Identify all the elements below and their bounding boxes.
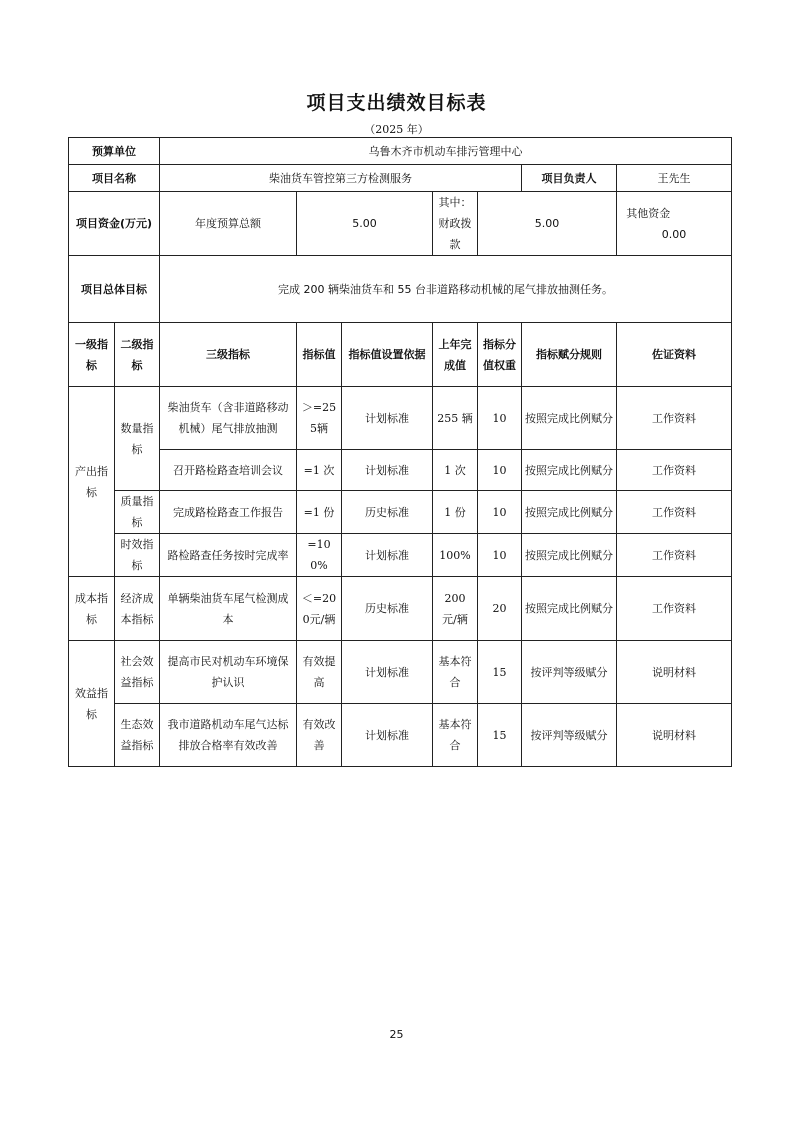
subgroup-quality: 质量指标 <box>115 491 160 534</box>
indicator-name: 提高市民对机动车环境保护认识 <box>160 641 297 704</box>
indicator-basis: 历史标准 <box>342 491 433 534</box>
subgroup-ecological: 生态效益指标 <box>115 704 160 767</box>
indicator-last-year: 1 次 <box>433 450 478 491</box>
indicator-evidence: 工作资料 <box>617 577 732 641</box>
table-row <box>69 387 732 450</box>
header-level2: 二级指标 <box>115 323 160 387</box>
group-cost: 成本指标 <box>69 577 115 641</box>
overall-goal-value: 完成 200 辆柴油货车和 55 台非道路移动机械的尾气排放抽测任务。 <box>160 256 732 323</box>
indicator-weight: 10 <box>478 534 522 577</box>
header-value-basis: 指标值设置依据 <box>342 323 433 387</box>
indicator-rule: 按照完成比例赋分 <box>522 534 617 577</box>
indicator-value: ＞=255辆 <box>297 387 342 450</box>
indicator-rule: 按照完成比例赋分 <box>522 387 617 450</box>
budget-unit-row <box>69 138 732 165</box>
subgroup-social: 社会效益指标 <box>115 641 160 704</box>
indicator-rule: 按评判等级赋分 <box>522 641 617 704</box>
indicator-value: 有效提高 <box>297 641 342 704</box>
table-row <box>69 534 732 577</box>
project-name-row <box>69 165 732 192</box>
header-last-year: 上年完成值 <box>433 323 478 387</box>
project-funds-label: 项目资金(万元) <box>69 192 160 256</box>
table-row <box>69 577 732 641</box>
project-name-value: 柴油货车管控第三方检测服务 <box>160 165 522 192</box>
subgroup-quantity: 数量指标 <box>115 387 160 491</box>
indicator-basis: 计划标准 <box>342 387 433 450</box>
indicator-evidence: 说明材料 <box>617 704 732 767</box>
table-row <box>69 704 732 767</box>
fiscal-allocation-label: 其中：财政拨款 <box>433 192 478 256</box>
header-weight: 指标分值权重 <box>478 323 522 387</box>
indicator-weight: 10 <box>478 491 522 534</box>
indicator-name: 我市道路机动车尾气达标排放合格率有效改善 <box>160 704 297 767</box>
indicator-basis: 计划标准 <box>342 450 433 491</box>
header-level3: 三级指标 <box>160 323 297 387</box>
indicator-name: 柴油货车（含非道路移动机械）尾气排放抽测 <box>160 387 297 450</box>
fiscal-allocation-value: 5.00 <box>478 192 617 256</box>
indicator-basis: 计划标准 <box>342 704 433 767</box>
indicator-weight: 10 <box>478 450 522 491</box>
other-funds-value: 0.00 <box>661 227 687 241</box>
header-target-value: 指标值 <box>297 323 342 387</box>
overall-goal-label: 项目总体目标 <box>69 256 160 323</box>
indicator-last-year: 100% <box>433 534 478 577</box>
page-number: 25 <box>389 1028 404 1041</box>
header-level1: 一级指标 <box>69 323 115 387</box>
project-owner-value: 王先生 <box>617 165 732 192</box>
indicator-weight: 15 <box>478 704 522 767</box>
indicator-name: 路检路查任务按时完成率 <box>160 534 297 577</box>
table-row <box>69 641 732 704</box>
annual-budget-label: 年度预算总额 <box>160 192 297 256</box>
indicator-evidence: 工作资料 <box>617 450 732 491</box>
indicator-name: 完成路检路查工作报告 <box>160 491 297 534</box>
indicator-value: ＜=200元/辆 <box>297 577 342 641</box>
indicator-last-year: 1 份 <box>433 491 478 534</box>
annual-budget-value: 5.00 <box>297 192 433 256</box>
indicator-last-year: 255 辆 <box>433 387 478 450</box>
group-benefit: 效益指标 <box>69 641 115 767</box>
indicator-header-row <box>69 323 732 387</box>
year-label: （2025 年） <box>364 123 429 136</box>
indicator-evidence: 工作资料 <box>617 387 732 450</box>
indicator-evidence: 工作资料 <box>617 491 732 534</box>
table-row <box>69 450 732 491</box>
performance-target-table <box>68 137 732 767</box>
group-output: 产出指标 <box>69 387 115 577</box>
indicator-last-year: 基本符合 <box>433 641 478 704</box>
other-funds-cell <box>617 192 732 256</box>
project-owner-label: 项目负责人 <box>522 165 617 192</box>
budget-unit-value: 乌鲁木齐市机动车排污管理中心 <box>160 138 732 165</box>
indicator-value: =1 份 <box>297 491 342 534</box>
page-title: 项目支出绩效目标表 <box>306 92 487 114</box>
indicator-evidence: 说明材料 <box>617 641 732 704</box>
indicator-weight: 10 <box>478 387 522 450</box>
indicator-rule: 按评判等级赋分 <box>522 704 617 767</box>
indicator-name: 召开路检路查培训会议 <box>160 450 297 491</box>
budget-unit-label: 预算单位 <box>69 138 160 165</box>
indicator-basis: 计划标准 <box>342 534 433 577</box>
other-funds-label: 其他资金 <box>626 206 671 220</box>
indicator-evidence: 工作资料 <box>617 534 732 577</box>
indicator-value: =100% <box>297 534 342 577</box>
subgroup-economic: 经济成本指标 <box>115 577 160 641</box>
indicator-rule: 按照完成比例赋分 <box>522 491 617 534</box>
subgroup-timeliness: 时效指标 <box>115 534 160 577</box>
header-scoring-rule: 指标赋分规则 <box>522 323 617 387</box>
overall-goal-row <box>69 256 732 323</box>
project-name-label: 项目名称 <box>69 165 160 192</box>
indicator-last-year: 200 元/辆 <box>433 577 478 641</box>
table-row <box>69 491 732 534</box>
indicator-name: 单辆柴油货车尾气检测成本 <box>160 577 297 641</box>
indicator-rule: 按照完成比例赋分 <box>522 450 617 491</box>
indicator-weight: 15 <box>478 641 522 704</box>
header-evidence: 佐证资料 <box>617 323 732 387</box>
indicator-basis: 历史标准 <box>342 577 433 641</box>
indicator-value: 有效改善 <box>297 704 342 767</box>
indicator-rule: 按照完成比例赋分 <box>522 577 617 641</box>
indicator-weight: 20 <box>478 577 522 641</box>
project-funds-row <box>69 192 732 256</box>
indicator-value: =1 次 <box>297 450 342 491</box>
indicator-basis: 计划标准 <box>342 641 433 704</box>
indicator-last-year: 基本符合 <box>433 704 478 767</box>
